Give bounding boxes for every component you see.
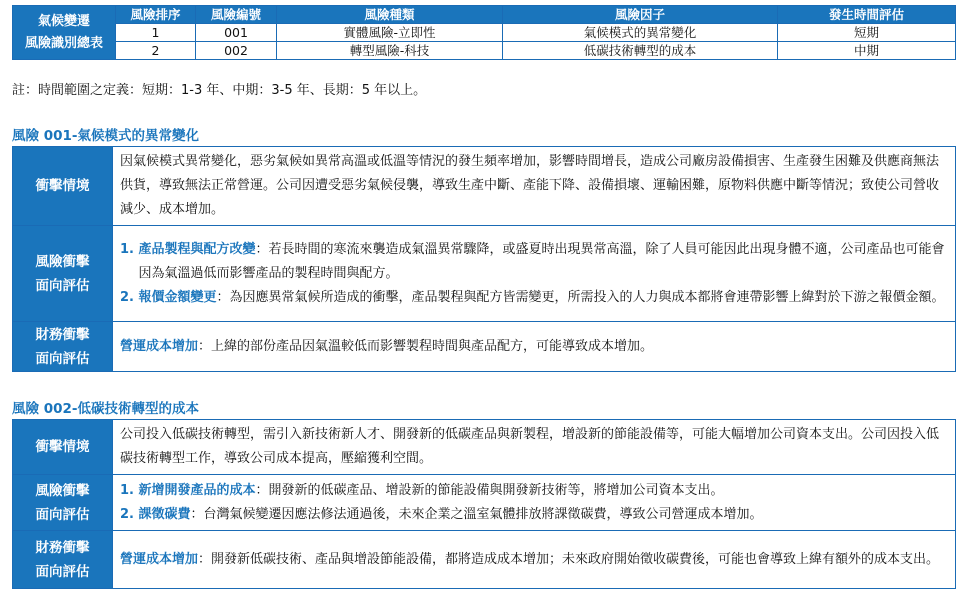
item-heading: 報價金額變更 [138,289,217,305]
cell-type: 實體風險-立即性 [277,24,503,42]
header-id: 風險編號 [196,6,277,24]
impact-row [13,420,956,475]
assessment-item [120,503,949,527]
item-text: ：若長時間的寒流來襲造成氣溫異常驟降，或盛夏時出現異常高溫，除了人員可能因此出現身體不適，公司產品也可能會因為氣溫過低而影響產品的製程時間與配方。 [138,241,945,281]
risk-summary-table [12,5,956,60]
cell-factor: 氣候模式的異常變化 [503,24,778,42]
impact-row [13,147,956,226]
cell-type: 轉型風險-科技 [277,42,503,60]
assessment-body [113,226,956,322]
item-number: 1. [120,241,139,257]
assessment-label-line-2: 面向評估 [35,277,90,294]
cell-rank: 2 [116,42,196,60]
cell-time: 中期 [778,42,956,60]
financial-label [13,322,113,372]
financial-body [113,531,956,589]
cell-id: 001 [196,24,277,42]
item-text: ：開發新的低碳產品、增設新的節能設備與開發新技術等，將增加公司資本支出。 [255,482,724,498]
assessment-item [120,238,949,286]
impact-text: 因氣候模式異常變化，惡劣氣候如異常高溫或低溫等情況的發生頻率增加，影響時間增長，造成公司廠房設備損害、生產發生困難及供應商無法供貨，導致無法正常營運。公司因遭受惡劣氣候侵襲，導致生產中斷、產能下降、設備損壞、運輸困難，原物料供應中斷等情況；致使公司營收減少、成本增加。 [113,147,956,226]
assessment-row [13,226,956,322]
financial-label-line-1: 財務衝擊 [35,326,90,343]
financial-body [113,322,956,372]
cell-factor: 低碳技術轉型的成本 [503,42,778,60]
corner-line-1: 氣候變遷 [37,13,90,29]
item-number: 1. [120,482,139,498]
cell-id: 002 [196,42,277,60]
cell-rank: 1 [116,24,196,42]
assessment-label-line-1: 風險衝擊 [35,253,90,270]
item-number: 2. [120,289,139,305]
header-time: 發生時間評估 [778,6,956,24]
item-text: ：台灣氣候變遷因應法修法通過後，未來企業之溫室氣體排放將課徵碳費，導致公司營運成本增加。 [190,506,763,522]
assessment-label [13,475,113,531]
header-rank: 風險排序 [116,6,196,24]
assessment-item [120,286,949,310]
financial-text: ：開發新低碳技術、產品與增設節能設備，都將造成成本增加；未來政府開始徵收碳費後，可能也會導致上緯有額外的成本支出。 [198,551,940,567]
summary-corner-label [13,6,116,60]
item-heading: 課徵碳費 [138,506,191,522]
item-text: ：為因應異常氣候所造成的衝擊，產品製程與配方皆需變更，所需投入的人力與成本都將會連帶影響上緯對於下游之報價金額。 [216,289,945,305]
summary-row [13,24,956,42]
assessment-label-line-1: 風險衝擊 [35,482,90,499]
impact-text: 公司投入低碳技術轉型，需引入新技術新人才、開發新的低碳產品與新製程，增設新的節能設備等，可能大幅增加公司資本支出。公司因投入低碳技術轉型工作，導致公司成本提高，壓縮獲利空間。 [113,420,956,475]
cell-time: 短期 [778,24,956,42]
assessment-row [13,475,956,531]
corner-line-2: 風險識別總表 [24,35,103,51]
assessment-label [13,226,113,322]
header-type: 風險種類 [277,6,503,24]
risk-001-title: 風險 001-氣候模式的異常變化 [12,128,199,144]
item-heading: 新增開發產品的成本 [138,482,256,498]
summary-row [13,42,956,60]
financial-heading: 營運成本增加 [120,551,199,567]
impact-label: 衝擊情境 [13,147,113,226]
assessment-label-line-2: 面向評估 [35,506,90,523]
financial-row [13,322,956,372]
financial-label-line-1: 財務衝擊 [35,539,90,556]
assessment-body [113,475,956,531]
item-heading: 產品製程與配方改變 [138,241,256,257]
time-range-note: 註：時間範圍之定義：短期：1-3 年、中期：3-5 年、長期：5 年以上。 [12,83,427,98]
financial-heading: 營運成本增加 [120,338,199,354]
item-number: 2. [120,506,139,522]
assessment-item [120,479,949,503]
impact-label: 衝擊情境 [13,420,113,475]
risk-002-table [12,419,956,589]
financial-text: ：上緯的部份產品因氣溫較低而影響製程時間與產品配方，可能導致成本增加。 [198,338,654,354]
header-factor: 風險因子 [503,6,778,24]
risk-001-table [12,146,956,372]
risk-002-title: 風險 002-低碳技術轉型的成本 [12,401,199,417]
summary-header-row [13,6,956,24]
financial-row [13,531,956,589]
financial-label [13,531,113,589]
financial-label-line-2: 面向評估 [35,350,90,367]
financial-label-line-2: 面向評估 [35,563,90,580]
